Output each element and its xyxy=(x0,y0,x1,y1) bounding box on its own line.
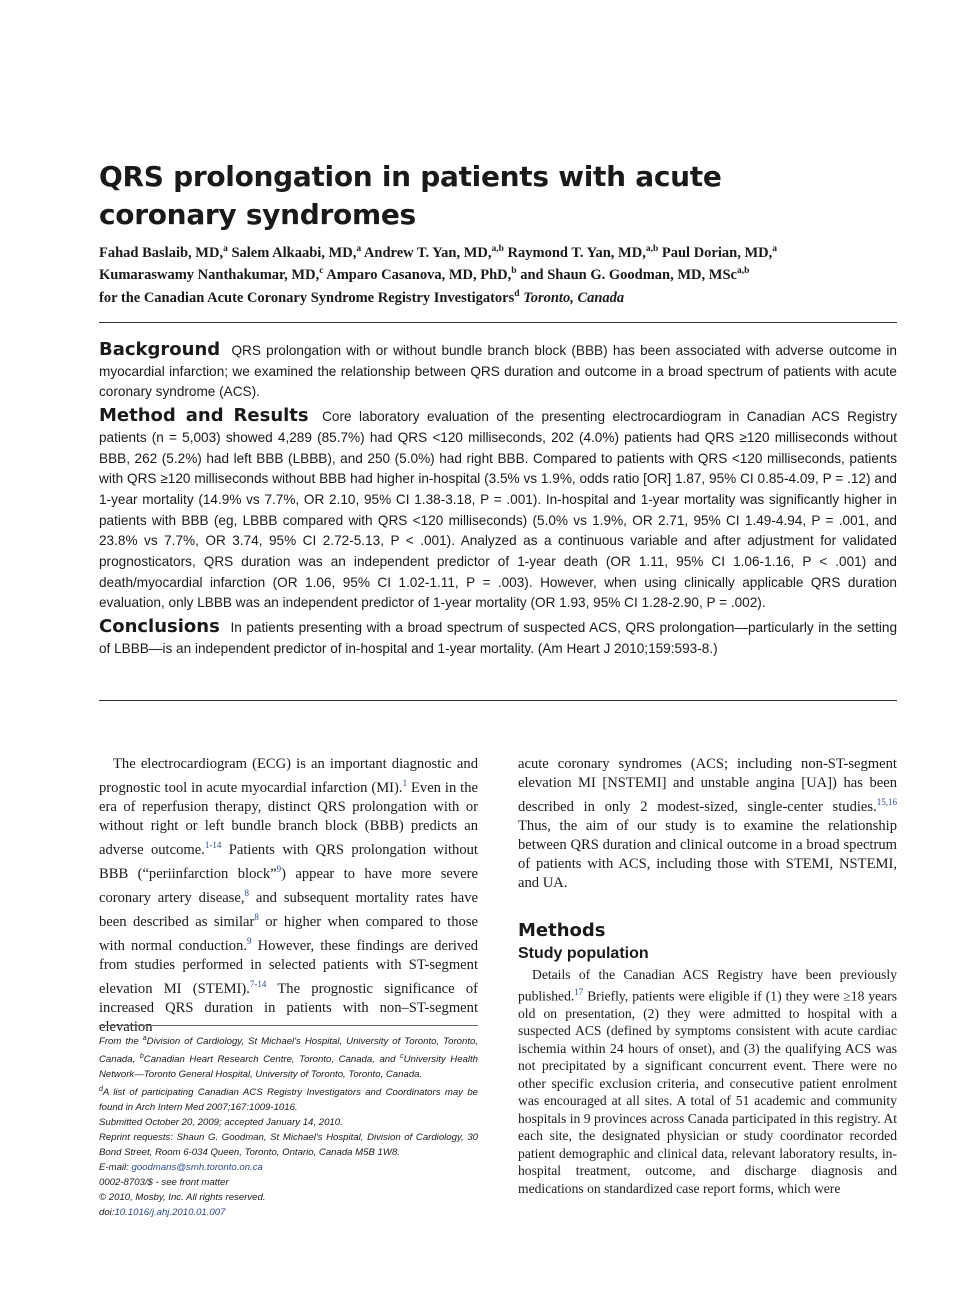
body-text: The electrocardiogram (ECG) is an important diagnostic and prognostic tool in acute myocardial infarction (MI). xyxy=(99,756,478,796)
abstract xyxy=(99,340,897,663)
citation-ref[interactable]: 15,16 xyxy=(876,797,897,808)
author-affiliation: a,b xyxy=(736,266,750,277)
introduction-paragraph xyxy=(99,755,478,1037)
body-text: ) appear to have more severe coronary artery disease, xyxy=(99,866,478,906)
author-location: Toronto, Canada xyxy=(523,289,625,306)
body-text: However, these findings are derived from studies performed in selected patients with ST-segment elevation MI (STEMI). xyxy=(99,937,478,997)
affiliation-marker-a: a xyxy=(142,1035,147,1042)
abstract-conclusions xyxy=(99,617,897,659)
email-footnote xyxy=(99,1161,478,1176)
body-text: Briefly, patients were eligible if (1) they were ≥18 years old on presentation, (2) they were admitted to hospital with a suspected ACS (defined by symptoms consistent with acute cardiac ischemia within 24 hours of onset), and (3) the qualifying ACS was not precipitated by a significant concurrent event. There were no other specific exclusion criteria, and consecutive patient enrolment was encouraged at all sites. A total of 51 academic and community hospitals in 9 provinces across Canada participated in this registry. At each site, the designated physician or study coordinator recorded patient demographic and clinical data, relevant laboratory results, in-hospital treatment, outcome, and discharge diagnosis and medications on standardized case report forms, which were xyxy=(518,988,897,1196)
author-name: Salem Alkaabi, MD, xyxy=(231,244,357,261)
body-text: Details of the Canadian ACS Registry have been previously published. xyxy=(518,967,897,1004)
background-text: QRS prolongation with or without bundle branch block (BBB) has been associated with adverse outcome in myocardial infarction; we examined the relationship between QRS duration and outcome in a broad spectrum of patients with acute coronary syndrome (ACS). xyxy=(99,343,897,400)
body-text: Patients with QRS prolongation without BBB (“periinfarction block” xyxy=(99,842,478,883)
methods-paragraph xyxy=(518,966,897,1197)
citation-ref[interactable]: 9 xyxy=(247,936,252,947)
body-column-left xyxy=(99,755,478,1037)
methods-results-text: Core laboratory evaluation of the presenting electrocardiogram in Canadian ACS Registry patients (n = 5,003) showed 4,289 (85.7%) had QRS <120 milliseconds, 202 (4.0%) patients had QRS ≥120 milliseconds without BBB, 262 (5.2%) had left BBB (LBBB), and 250 (5.0%) had right BBB. Compared to patients with QRS <120 milliseconds, patients with QRS ≥120 milliseconds without BBB had higher in-hospital (3.5% vs 1.9%, odds ratio [OR] 1.87, 95% CI 0.85-4.09, P = .12) and 1-year mortality (14.9% vs 7.7%, OR 2.10, 95% CI 1.38-3.18, P = .001). In-hospital and 1-year mortality was significantly higher in patients with BBB (eg, LBBB compared with QRS <120 milliseconds) (5.0% vs 1.9%, OR 2.71, 95% CI 1.49-4.94, P = .001, and 23.8% vs 7.7%, OR 3.74, 95% CI 2.72-5.13, P < .001). Analyzed as a continuous variable and after adjustment for validated prognosticators, QRS duration was an independent predictor of 1-year death (OR 1.11, 95% CI 1.06-1.16, P < .001) and death/myocardial infarction (OR 1.06, 95% CI 1.02-1.11, P = .003). However, when using clinically applicable QRS duration evaluation, only LBBB was an independent predictor of 1-year mortality (OR 1.93, 95% CI 1.28-2.90, P = .002). xyxy=(99,409,897,611)
author-affiliation: a xyxy=(223,244,228,254)
author-affiliation: a,b xyxy=(491,244,504,254)
author-line-2 xyxy=(99,262,899,284)
footnotes xyxy=(99,1032,478,1220)
methods-heading: Methods xyxy=(518,920,606,941)
abstract-bottom-rule xyxy=(99,700,897,701)
abstract-background xyxy=(99,340,897,403)
methods-results-heading: Method and Results xyxy=(99,405,309,427)
author-list xyxy=(99,240,899,307)
citation-ref[interactable]: 7-14 xyxy=(249,979,267,990)
investigator-group: for the Canadian Acute Coronary Syndrome Registry Investigators xyxy=(99,289,515,306)
doi-link[interactable]: 10.1016/j.ahj.2010.01.007 xyxy=(114,1206,226,1218)
doi-label: doi: xyxy=(99,1206,115,1218)
affiliation-d: A list of participating Canadian ACS Registry Investigators and Coordinators may be found in Arch Intern Med 2007;167:1009-1016. xyxy=(99,1087,478,1114)
doi-footnote xyxy=(99,1206,478,1221)
author-name: Kumaraswamy Nanthakumar, MD, xyxy=(99,267,320,284)
author-name: Raymond T. Yan, MD, xyxy=(507,244,646,261)
reprint-footnote: Reprint requests: Shaun G. Goodman, St Michael's Hospital, Division of Cardiology, 30 Bond Street, Room 6-034 Queen, Toronto, Ontario, Canada M5B 1W8. xyxy=(99,1132,478,1158)
conclusions-text: In patients presenting with a broad spectrum of suspected ACS, QRS prolongation—particularly in the setting of LBBB—is an independent predictor of in-hospital and 1-year mortality. (Am Heart J 2010;159:593-8.) xyxy=(99,620,898,656)
body-text: Thus, the aim of our study is to examine the relationship between QRS duration and clinical outcome in a broad spectrum of patients with ACS, including those with STEMI, NSTEMI, and UA. xyxy=(518,818,897,892)
author-affiliation: a xyxy=(356,244,362,254)
author-line-3 xyxy=(99,285,899,307)
affiliation-c: University Health Network—Toronto General Hospital, University of Toronto, Toronto, Canada. xyxy=(99,1054,478,1081)
submitted-footnote: Submitted October 20, 2009; accepted January 14, 2010. xyxy=(99,1117,343,1129)
citation-ref[interactable]: 1-14 xyxy=(204,840,222,851)
group-affiliation: d xyxy=(514,288,520,299)
body-text: The prognostic significance of increased QRS duration in patients with non–ST-segment elevation xyxy=(99,980,478,1036)
article-title xyxy=(99,158,859,234)
conclusions-heading: Conclusions xyxy=(99,616,220,638)
body-column-right-methods xyxy=(518,966,897,1197)
title-line-2: coronary syndromes xyxy=(99,198,416,231)
author-name: Andrew T. Yan, MD, xyxy=(363,244,492,261)
abstract-methods xyxy=(99,406,897,614)
body-text: Even in the era of reperfusion therapy, distinct QRS prolongation with or without right or left bundle branch block (BBB) predicts an adverse outcome. xyxy=(99,779,478,859)
body-text: and subsequent mortality rates have been described as similar xyxy=(99,890,478,930)
title-line-1: QRS prolongation in patients with acute xyxy=(99,160,722,193)
investigators-footnote xyxy=(99,1083,478,1116)
affiliation-b: Canadian Heart Research Centre, Toronto, Canada, and xyxy=(143,1054,401,1066)
email-link[interactable]: goodmans@smh.toronto.on.ca xyxy=(131,1161,263,1173)
citation-ref[interactable]: 17 xyxy=(574,986,584,997)
issn-footnote: 0002-8703/$ - see front matter xyxy=(99,1176,229,1188)
footnote-rule xyxy=(99,1025,478,1026)
body-column-right-top xyxy=(518,755,897,894)
author-name: Fahad Baslaib, MD, xyxy=(99,244,224,261)
introduction-continued xyxy=(518,755,897,894)
author-affiliation: a,b xyxy=(645,244,659,254)
affiliation-marker-b: b xyxy=(139,1053,144,1061)
citation-ref[interactable]: 9 xyxy=(276,864,282,875)
citation-ref[interactable]: 8 xyxy=(244,888,249,899)
author-name: Amparo Casanova, MD, PhD, xyxy=(326,267,512,284)
body-text: or higher when compared to those with normal conduction. xyxy=(99,913,478,954)
study-population-heading: Study population xyxy=(518,945,649,962)
citation-ref[interactable]: 8 xyxy=(254,912,259,923)
author-affiliation: c xyxy=(319,266,324,277)
email-label: E-mail: xyxy=(99,1161,132,1173)
author-name: and Shaun G. Goodman, MD, MSc xyxy=(520,267,737,284)
affiliation-marker-d: d xyxy=(99,1086,103,1094)
from-prefix: From the xyxy=(99,1036,143,1048)
author-affiliation: b xyxy=(511,266,517,277)
citation-ref[interactable]: 1 xyxy=(402,778,408,789)
body-text: acute coronary syndromes (ACS; including non-ST-segment elevation MI [NSTEMI] and unstable angina [UA]) has been described in only 2 modest-sized, single-center studies. xyxy=(518,756,897,816)
copyright-footnote: © 2010, Mosby, Inc. All rights reserved. xyxy=(99,1191,266,1203)
background-heading: Background xyxy=(99,339,221,360)
author-affiliation: a xyxy=(772,244,777,254)
affiliation-marker-c: c xyxy=(400,1053,404,1061)
abstract-top-rule xyxy=(99,322,897,323)
affiliations-footnote xyxy=(99,1032,478,1083)
author-name: Paul Dorian, MD, xyxy=(661,244,773,261)
author-line-1 xyxy=(99,240,899,262)
affiliation-a: Division of Cardiology, St Michael's Hospital, University of Toronto, Toronto, Canada, xyxy=(99,1036,478,1066)
